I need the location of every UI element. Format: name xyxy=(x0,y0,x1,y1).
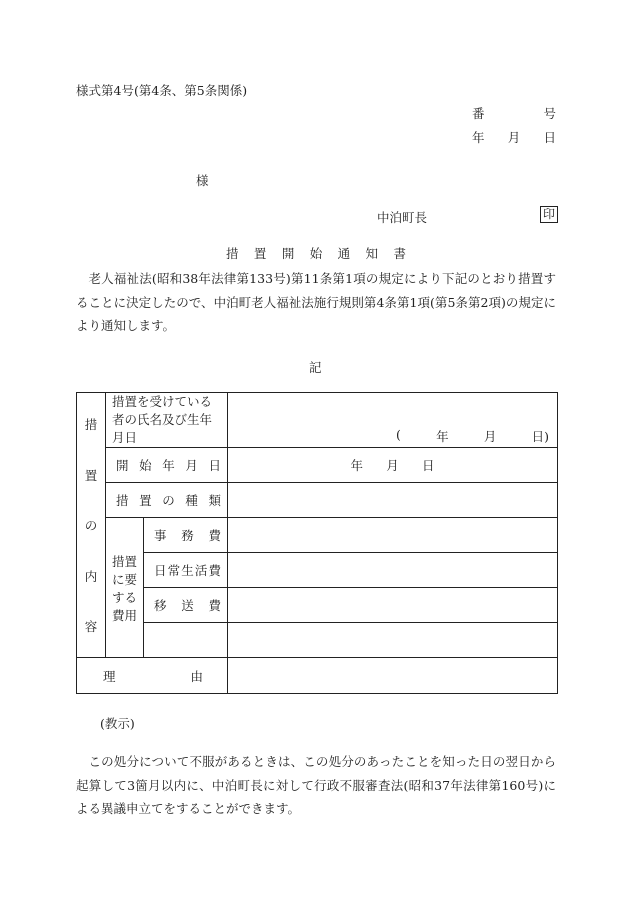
label-char: 月 xyxy=(185,458,198,473)
reason-label-cell xyxy=(77,658,228,694)
start-date-value-cell xyxy=(228,448,558,483)
date-char: 年 xyxy=(472,130,485,145)
number-char: 号 xyxy=(543,106,556,121)
label-char: 常 xyxy=(167,563,181,578)
label-char: 理 xyxy=(103,668,116,684)
group-label-char: 置 xyxy=(84,467,98,483)
birth-date-paren xyxy=(228,427,557,447)
label-char: 費 xyxy=(208,598,221,613)
group-label-cell xyxy=(77,393,106,658)
label-char: 日 xyxy=(154,563,167,578)
measure-details-table xyxy=(76,392,558,694)
title-char: 通 xyxy=(337,246,351,261)
label-char: 年 xyxy=(162,458,175,473)
label-char: 日 xyxy=(208,458,221,473)
label-char: 由 xyxy=(190,668,203,684)
cost-group-cell xyxy=(106,518,144,658)
label-char: 送 xyxy=(181,598,194,613)
title-char: 始 xyxy=(309,246,323,261)
paren-char: 月 xyxy=(483,429,497,444)
title-char: 知 xyxy=(365,246,379,261)
title-char: 開 xyxy=(281,246,295,261)
notice-label: (教示) xyxy=(100,716,135,731)
date-char: 日 xyxy=(421,458,435,473)
start-date-label-cell xyxy=(106,448,228,483)
document-title xyxy=(226,244,406,262)
cost-group-line: 費用 xyxy=(111,607,137,623)
title-char: 措 xyxy=(226,246,239,261)
group-label-char: の xyxy=(84,518,98,533)
group-label-char: 容 xyxy=(84,619,98,634)
type-label-cell xyxy=(106,483,228,518)
label-char: 開 xyxy=(116,458,129,473)
cost-value-cell xyxy=(228,588,558,623)
paren-char: ( xyxy=(396,427,401,442)
date-char: 月 xyxy=(386,458,399,473)
title-char: 置 xyxy=(253,246,267,261)
cost-group-line: 措置 xyxy=(111,553,137,569)
label-char: の xyxy=(162,493,175,508)
label-char: 生 xyxy=(181,563,194,578)
cost-label-cell xyxy=(144,553,228,588)
label-char: 務 xyxy=(181,528,194,543)
type-value-cell xyxy=(228,483,558,518)
cost-label-cell xyxy=(144,588,228,623)
group-label-char: 措 xyxy=(84,417,98,432)
cost-value-cell xyxy=(228,623,558,658)
seal-mark: 印 xyxy=(540,206,558,223)
cost-label-cell-empty xyxy=(144,623,228,658)
label-char: 置 xyxy=(139,493,152,508)
label-char: 費 xyxy=(208,528,221,543)
number-char: 番 xyxy=(472,106,485,121)
form-number: 様式第4号(第4条、第5条関係) xyxy=(76,83,248,98)
subject-label: 措置を受けている者の氏名及び生年月日 xyxy=(112,394,213,445)
label-char: 始 xyxy=(139,458,152,473)
cost-value-cell xyxy=(228,553,558,588)
body-paragraph: 老人福祉法(昭和38年法律第133号)第11条第1項の規定により下記のとおり措置することに決定したので、中泊町老人福祉法施行規則第4条第1項(第5条第2項)の規定により通知します。 xyxy=(76,271,556,333)
title-char: 書 xyxy=(393,246,406,261)
label-char: 類 xyxy=(208,493,221,508)
cost-group-line: する xyxy=(111,589,137,605)
label-char: 移 xyxy=(154,598,167,613)
reason-value-cell xyxy=(228,658,558,694)
label-char: 措 xyxy=(116,493,129,508)
cost-value-cell xyxy=(228,518,558,553)
notice-paragraph: この処分について不服があるときは、この処分のあったことを知った日の翌日から起算して3箇月以内に、中泊町長に対して行政不服審査法(昭和37年法律第160号)による異議申立てをすることができます。 xyxy=(76,754,556,816)
group-label-char: 内 xyxy=(84,568,98,584)
subject-label-cell xyxy=(106,393,228,448)
addressee-honorific: 様 xyxy=(196,173,209,188)
label-char: 費 xyxy=(208,563,221,578)
issuer-name: 中泊町長 xyxy=(377,210,428,225)
date-char: 年 xyxy=(350,458,364,473)
date-char: 月 xyxy=(507,130,521,145)
date-char: 日 xyxy=(543,130,556,145)
cost-label-cell xyxy=(144,518,228,553)
label-char: 活 xyxy=(194,563,208,578)
issue-date-line xyxy=(472,128,556,146)
subject-value-cell xyxy=(228,393,558,448)
cost-group-line: に要 xyxy=(111,571,137,587)
document-number-line xyxy=(472,104,556,122)
label-char: 事 xyxy=(154,528,167,543)
ki-heading: 記 xyxy=(309,360,322,375)
paren-char: 日) xyxy=(531,429,549,444)
paren-char: 年 xyxy=(436,429,449,444)
label-char: 種 xyxy=(185,493,198,508)
